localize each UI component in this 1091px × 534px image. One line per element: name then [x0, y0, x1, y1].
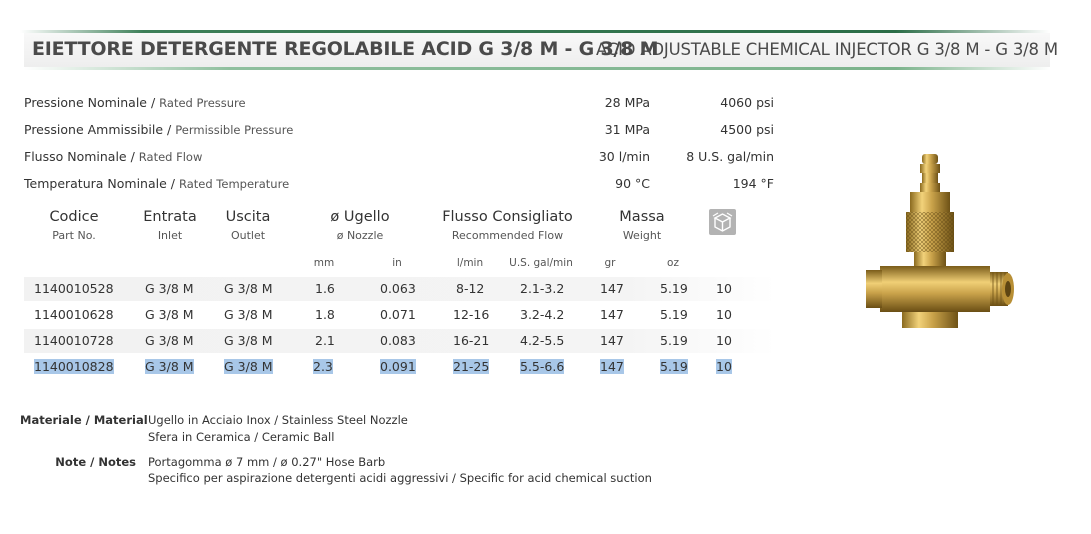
- cell-weight-gr: 147: [600, 333, 624, 348]
- cell-inlet: G 3/8 M: [145, 359, 194, 374]
- cell-nozzle-mm: 2.3: [313, 359, 333, 374]
- notes-line: Portagomma ø 7 mm / ø 0.27" Hose Barb: [148, 455, 386, 469]
- cell-part-no: 1140010628: [34, 307, 114, 322]
- cell-flow-lmin: 12-16: [453, 307, 490, 322]
- cell-nozzle-in: 0.083: [380, 333, 416, 348]
- cell-flow-gal: 2.1-3.2: [520, 281, 565, 296]
- cell-flow-lmin: 8-12: [456, 281, 485, 296]
- cell-inlet: G 3/8 M: [145, 281, 194, 296]
- header-recommended-flow: Flusso Consigliato Recommended Flow: [442, 209, 573, 242]
- cell-nozzle-mm: 1.6: [315, 281, 335, 296]
- header-nozzle: ø Ugello ø Nozzle: [330, 209, 390, 242]
- cell-outlet: G 3/8 M: [224, 333, 273, 348]
- cell-pack-qty: 10: [716, 333, 732, 348]
- spec-value-metric: 31 MPa: [604, 122, 650, 137]
- spec-value-imperial: 8 U.S. gal/min: [686, 149, 774, 164]
- spec-value-imperial: 194 °F: [732, 176, 774, 191]
- cell-weight-oz: 5.19: [660, 281, 688, 296]
- material-line: Sfera in Ceramica / Ceramic Ball: [148, 430, 335, 444]
- cell-flow-lmin: 21-25: [453, 359, 490, 374]
- cell-outlet: G 3/8 M: [224, 281, 273, 296]
- header-inlet: Entrata Inlet: [143, 209, 197, 242]
- cell-outlet: G 3/8 M: [224, 359, 273, 374]
- spec-value-metric: 30 l/min: [598, 149, 650, 164]
- cell-outlet: G 3/8 M: [224, 307, 273, 322]
- notes-label: Note / Notes: [55, 455, 136, 469]
- cell-part-no: 1140010828: [34, 359, 114, 374]
- unit-oz: oz: [667, 257, 679, 269]
- table-row-selected[interactable]: [24, 355, 776, 379]
- cell-pack-qty: 10: [716, 307, 732, 322]
- cell-weight-gr: 147: [600, 307, 624, 322]
- spec-label: Temperatura Nominale / Rated Temperature: [24, 176, 290, 191]
- cell-weight-gr: 147: [600, 359, 624, 374]
- cell-weight-oz: 5.19: [660, 333, 688, 348]
- cell-weight-oz: 5.19: [660, 307, 688, 322]
- header-outlet: Uscita Outlet: [225, 209, 271, 242]
- cell-nozzle-in: 0.091: [380, 359, 416, 374]
- notes-line: Specifico per aspirazione detergenti acidi aggressivi / Specific for acid chemical suction: [148, 471, 652, 485]
- header-part-no: Codice Part No.: [49, 209, 99, 242]
- spec-value-imperial: 4060 psi: [720, 95, 774, 110]
- material-label: Materiale / Material: [20, 413, 148, 427]
- unit-gr: gr: [604, 257, 616, 269]
- spec-value-imperial: 4500 psi: [720, 122, 774, 137]
- spec-value-metric: 28 MPa: [604, 95, 650, 110]
- cell-nozzle-in: 0.071: [380, 307, 416, 322]
- page-title-italian: EIETTORE DETERGENTE REGOLABILE ACID G 3/8 M - G 3/8 M: [32, 38, 659, 60]
- cell-inlet: G 3/8 M: [145, 307, 194, 322]
- cell-flow-gal: 5.5-6.6: [520, 359, 565, 374]
- unit-lmin: l/min: [456, 257, 484, 269]
- table-row[interactable]: [24, 277, 776, 301]
- cell-weight-oz: 5.19: [660, 359, 688, 374]
- chemical-injector-image: [858, 150, 1018, 390]
- unit-galmin: U.S. gal/min: [509, 257, 573, 269]
- spec-label: Pressione Ammissibile / Permissible Pressure: [24, 122, 294, 137]
- unit-in: in: [392, 257, 402, 269]
- cell-part-no: 1140010528: [34, 281, 114, 296]
- spec-value-metric: 90 °C: [615, 176, 650, 191]
- cell-part-no: 1140010728: [34, 333, 114, 348]
- unit-mm: mm: [313, 257, 335, 269]
- cell-inlet: G 3/8 M: [145, 333, 194, 348]
- spec-label: Flusso Nominale / Rated Flow: [24, 149, 203, 164]
- material-line: Ugello in Acciaio Inox / Stainless Steel Nozzle: [148, 413, 408, 427]
- cell-pack-qty: 10: [716, 281, 732, 296]
- table-row[interactable]: [24, 303, 776, 327]
- cell-flow-gal: 3.2-4.2: [520, 307, 565, 322]
- header-weight: Massa Weight: [619, 209, 665, 242]
- cell-nozzle-mm: 2.1: [315, 333, 335, 348]
- cell-flow-gal: 4.2-5.5: [520, 333, 565, 348]
- title-bottom-rule: [24, 67, 1050, 70]
- cell-flow-lmin: 16-21: [453, 333, 490, 348]
- spec-label: Pressione Nominale / Rated Pressure: [24, 95, 246, 110]
- cell-nozzle-mm: 1.8: [315, 307, 335, 322]
- table-row[interactable]: [24, 329, 776, 353]
- cell-pack-qty: 10: [716, 359, 732, 374]
- page-title-english: ACID ADJUSTABLE CHEMICAL INJECTOR G 3/8 M - G 3/8 M: [596, 40, 1058, 59]
- package-box-icon: [709, 209, 736, 235]
- cell-nozzle-in: 0.063: [380, 281, 416, 296]
- cell-weight-gr: 147: [600, 281, 624, 296]
